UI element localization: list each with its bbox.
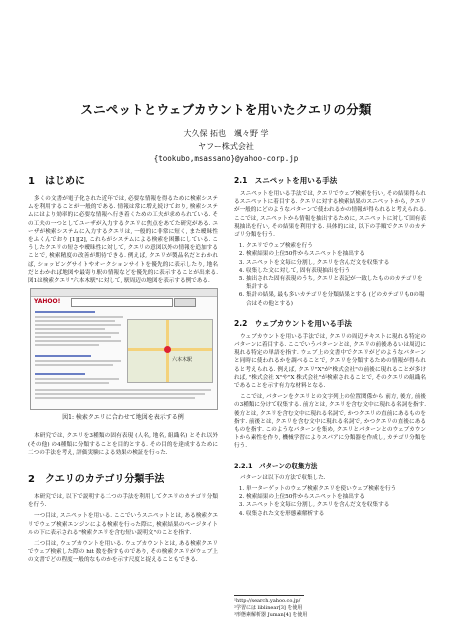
footnote-2: ²学習には liblinear[3] を使用 [234,605,303,611]
list-item: 4. 収集された文を形態素解析する [246,510,426,518]
section-heading-pattern: 2.2.1 パターンの収集方法 [234,461,318,470]
webcount-paragraph-1: ウェブカウントを用いる手法では, クエリの周辺テキストに現れる特定のパターンに着目する. ここでいうパターンとは, クエリの前後あるいは周辺に現れる特定の単語を指す. ウェブ上の文書中でクエリがどのようなパターンと同時に使われるかを調べることで, クエリを分類するための情報が得られると考えられる. 例えば, クエリ"X"が"株式会社"の前後に現れることが多ければ, "株式会社 X"や"X 株式会社"が検索されることで, そのクエリの組織名であることを示す有力な材料となる. [234,333,426,390]
list-item: 4. 収集した文に対して, 固有表現抽出を行う [246,267,426,275]
right-column [234,176,426,521]
figure-result-line [35,320,115,322]
figure-1-caption: 図1: 検索クエリに合わせて地図を表示する例 [62,414,184,422]
figure-1-screenshot [30,288,218,410]
paper-title: スニペットとウェブカウントを用いたクエリの分類 [80,102,372,117]
webcount-paragraph-2: ここでは, パターンをクエリとの文字列上の位置関係から 前方, 後方, 前後 の3種類に分けて収集する. 前方とは, クエリを含む文中に現れる名詞を指す. 後方とは, クエリを含む文中に現れる名詞で, かつクエリの直前にあるものを指す. 前後とは, クエリを含む文中に現れる名詞で, かつクエリの直後にあるものを指す. このようなパターンを集め, クエリとパターンとのウェブカウントから素性を作り, 機械学習によりスパアに分類器を作成し, カテゴリ分類を行う. [234,394,426,450]
figure-result-line [35,378,119,380]
figure-result-link [35,373,85,375]
footnote-rule [234,595,304,596]
figure-map-label: 六本木駅 [172,357,193,364]
figure-result-line [35,332,119,334]
figure-browser-bar [31,289,217,297]
paper-authors: 大久保 拓也 颯々野 学 [183,129,269,138]
figure-result-line [35,316,123,318]
figure-result-line [35,393,205,395]
snippet-paragraph-1: スニペットを用いる手法では, クエリでウェブ検索を行い, その結果得られるスニペットに着目する. クエリに対する検索結果のスニペットから, クエリが一般的にどのようなパターンで使われるかの情報が得られると考えられる. ここでは, スニペットから情報を抽出するために, スニペットに対して固有表現抽出を行い, その結果を利用する. 具体的には, 以下の手順でクエリのカテゴリ分類を行う. [234,191,426,239]
pattern-paragraph-1: パターンは以下の方法で収集した. [240,474,326,481]
section-heading-snippet: 2.1 スニペットを用いる手法 [234,176,338,185]
intro-paragraph-2: 本研究では, クエリを3種類の固有表現 (人名, 地名, 組織名) とそれ以外 (その他) の4種類に分類することを目的とする. その目的を達成するために二つの手法を考え, 評価実験による効果の検証を行った. [28,433,218,456]
figure-result-line [35,340,121,342]
section-heading-webcount: 2.2 ウェブカウントを用いる手法 [234,318,352,328]
intro-paragraph-1: 多くの文書が電子化された近年では, 必要な情報を得るために検索システムを利用することが一般的である. 情報は常に増え続けており, 検索システムにはより効率的に必要な情報へ行き着くための工夫が求められている. その工夫の一つとしてユーザが入力するクエリに焦点をあてた研究がある. ユーザが検索システムに入力するクエリは, 一般的に非常に短く, また曖昧性をふくんでおり [1][2], これらがシステムによる検索を困難にしている. こうしたクエリの短さや曖昧性に対して, クエリの意図以外の情報を追加することで, 検索精度の改善が期待できる. 例えば, クエリが製品名だとわかれば, ショッピングサイトやオークションサイトを優先的に表示したり, 地名だとわかれば地図や最寄り駅の情報などを優先的に表示することが出来る. 図1は検索クエリ"六本木駅"に対して, 駅周辺の地図を表示する例である. [28,196,218,285]
section-heading-intro: 1 はじめに [28,176,85,187]
figure-map [127,319,213,383]
footnote-1: ¹http://search.yahoo.co.jp/ [234,598,301,604]
list-item: 5. 抽出された固有表現のうち, クエリと表記が一致したもののカテゴリを集計する [246,275,426,291]
figure-result-link [35,355,91,357]
paper-affiliation: ヤフー株式会社 [198,142,254,151]
snippet-steps [234,242,426,308]
figure-result-line [35,344,99,346]
figure-result-line [35,328,105,330]
section-heading-method: 2 クエリのカテゴリ分類手法 [28,474,165,486]
list-item: 2. 検索結果の上位50件からスニペットを抽出する [246,250,426,258]
figure-result-line [35,324,121,326]
list-item: 2. 検索結果の上位50件からスニペットを抽出する [246,493,426,501]
list-item: 1. クエリでウェブ検索を行う [246,242,426,250]
figure-result-line [35,389,211,391]
figure-search-button [174,298,196,307]
figure-result-link [35,311,95,313]
method-paragraph-3: 二つ目は, ウェブカウントを用いる. ウェブカウントとは, ある検索クエリでウェブ検索した際の hit 数を指すものであり, その検索クエリがウェブ上の文書でどの程度一般的なものかを示す尺度と捉えることもできる. [28,541,218,564]
list-item: 3. スニペットを文毎に分割し, クエリを含んだ文を収集する [246,259,426,267]
method-paragraph-1: 本研究では, 以下で説明する二つの手法を利用してクエリのカテゴリ分類を行う. [28,494,218,509]
list-item: 1. 単一ターゲットのウェブ検索クエリを使いウェブ検索を行う [246,485,426,493]
figure-result-line [35,382,109,384]
figure-search-box [71,298,173,307]
figure-result-line [35,360,121,362]
figure-result-line [35,336,111,338]
footnote-3: ³形態素解析器 Juman[4] を使用 [234,612,308,618]
figure-result-line [35,364,113,366]
footnotes [234,595,426,619]
list-item: 6. 集計の結果, 最も多いカテゴリを分類結果とする (どのカテゴリも0の場合はその他とする) [246,291,426,307]
paper-email: {tookubo,msassano}@yahoo-corp.jp [153,154,299,163]
list-item: 3. スニペットを文毎に分割し, クエリを含んだ文を収集する [246,501,426,509]
figure-result-line [35,397,195,399]
figure-logo: YAHOO! [34,298,61,306]
method-paragraph-2: 一つ目は, スニペットを用いる. ここでいうスニペットとは, ある検索クエリでウェブ検索エンジンによる検索を行った際に, 検索結果のページタイトルの下に表示される"検索クエリを含む短い説明文"のことを指す. [28,513,218,536]
left-column [28,176,218,568]
pattern-steps [234,485,426,518]
figure-map-marker [164,346,171,353]
